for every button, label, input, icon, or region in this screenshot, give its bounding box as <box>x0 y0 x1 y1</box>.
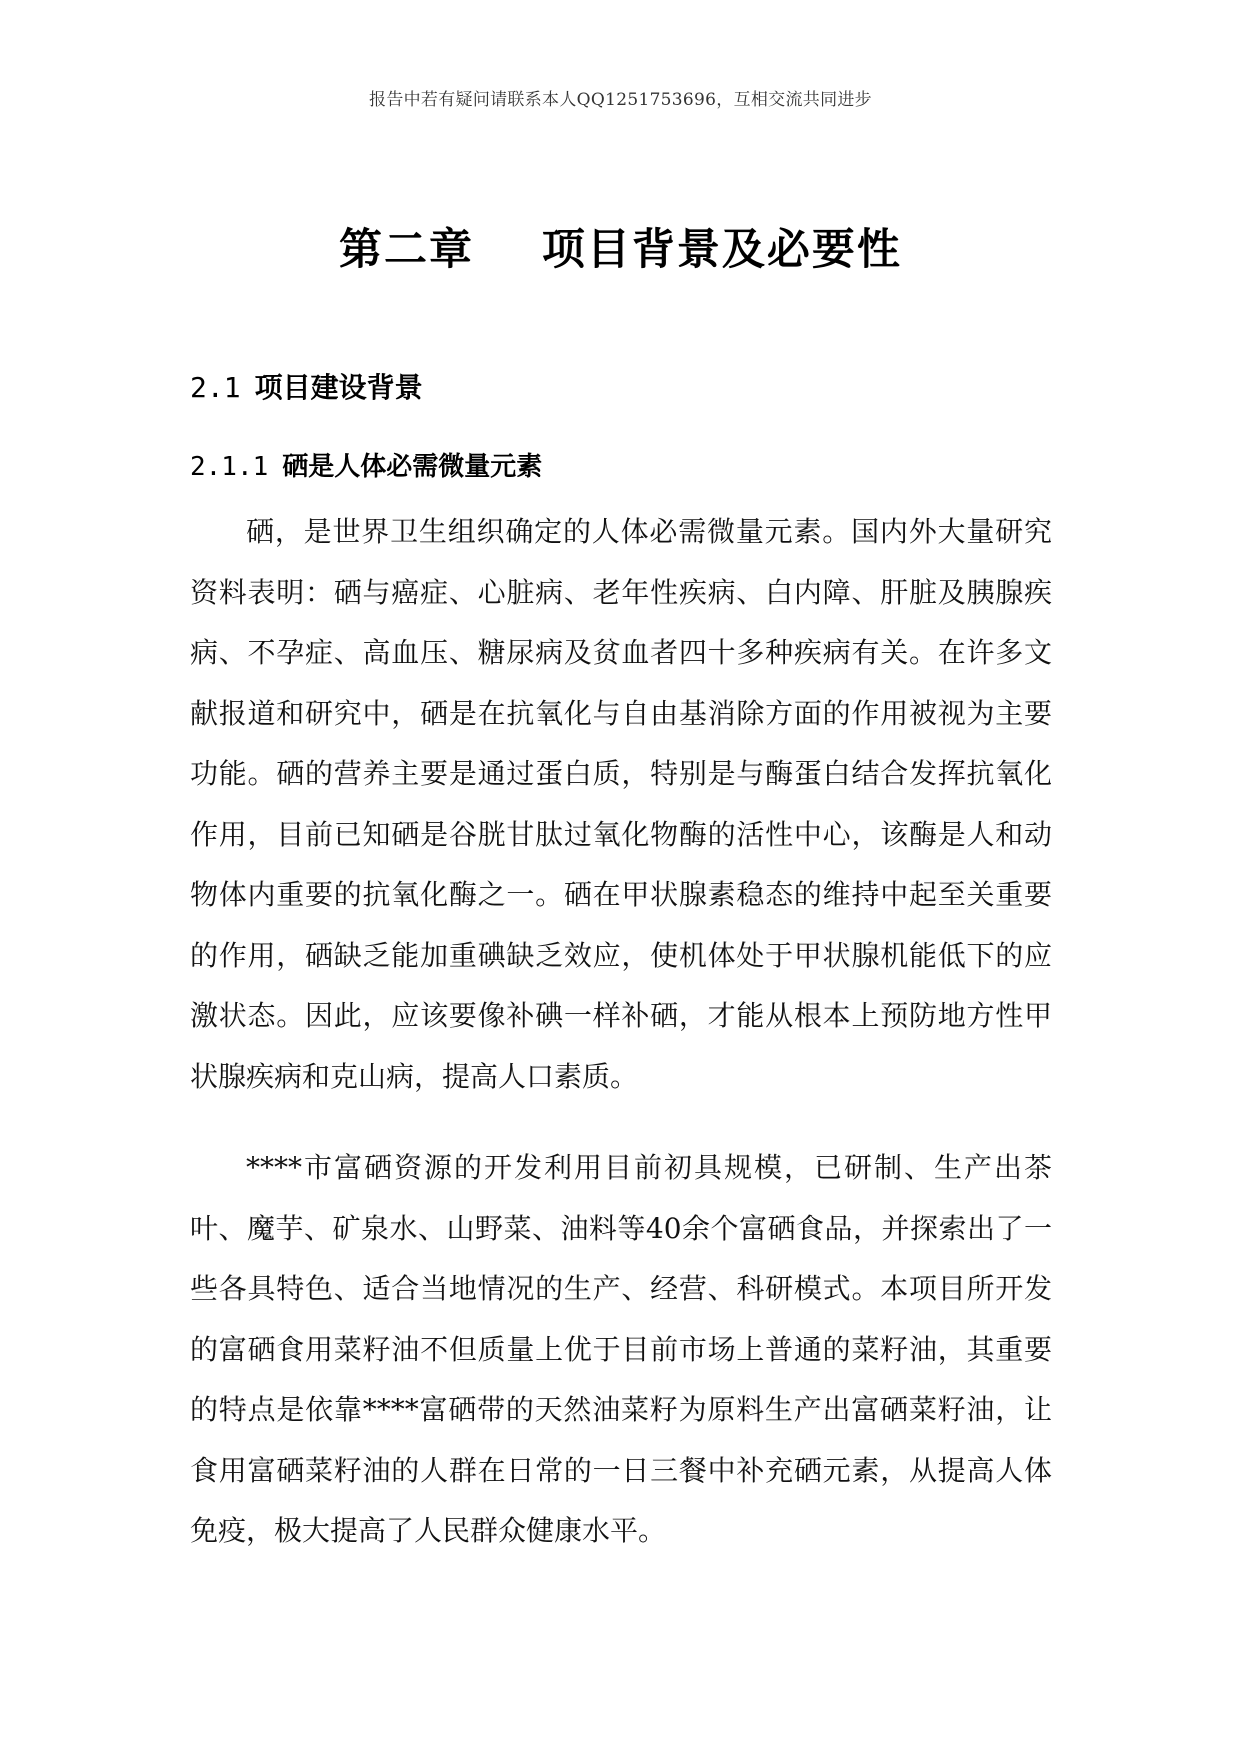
subsection-number: 2.1.1 <box>190 452 269 482</box>
subsection-heading-2-1-1 <box>190 449 542 485</box>
page-header-note: 报告中若有疑问请联系本人QQ1251753696，互相交流共同进步 <box>369 90 872 110</box>
subsection-title: 硒是人体必需微量元素 <box>282 452 543 482</box>
chapter-title: 第二章 项目背景及必要性 <box>339 225 902 275</box>
body-paragraph-selenium-health: 硒，是世界卫生组织确定的人体必需微量元素。国内外大量研究资料表明：硒与癌症、心脏病、老年性疾病、白内障、肝脏及胰腺疾病、不孕症、高血压、糖尿病及贫血者四十多种疾病有关。在许多文献报道和研究中，硒是在抗氧化与自由基消除方面的作用被视为主要功能。硒的营养主要是通过蛋白质，特别是与酶蛋白结合发挥抗氧化作用，目前已知硒是谷胱甘肽过氧化物酶的活性中心，该酶是人和动物体内重要的抗氧化酶之一。硒在甲状腺素稳态的维持中起至关重要的作用，硒缺乏能加重碘缺乏效应，使机体处于甲状腺机能低下的应激状态。因此，应该要像补碘一样补硒，才能从根本上预防地方性甲状腺疾病和克山病，提高人口素质。 <box>190 515 1052 1093</box>
section-heading-2-1 <box>190 370 423 406</box>
section-number: 2.1 <box>190 371 241 404</box>
body-paragraph-selenium-resources: ****市富硒资源的开发利用目前初具规模，已研制、生产出茶叶、魔芋、矿泉水、山野菜、油料等40余个富硒食品，并探索出了一些各具特色、适合当地情况的生产、经营、科研模式。本项目所开发的富硒食用菜籽油不但质量上优于目前市场上普通的菜籽油，其重要的特点是依靠****富硒带的天然油菜籽为原料生产出富硒菜籽油，让食用富硒菜籽油的人群在日常的一日三餐中补充硒元素，从提高人体免疫，极大提高了人民群众健康水平。 <box>190 1151 1052 1547</box>
section-title: 项目建设背景 <box>254 371 423 404</box>
